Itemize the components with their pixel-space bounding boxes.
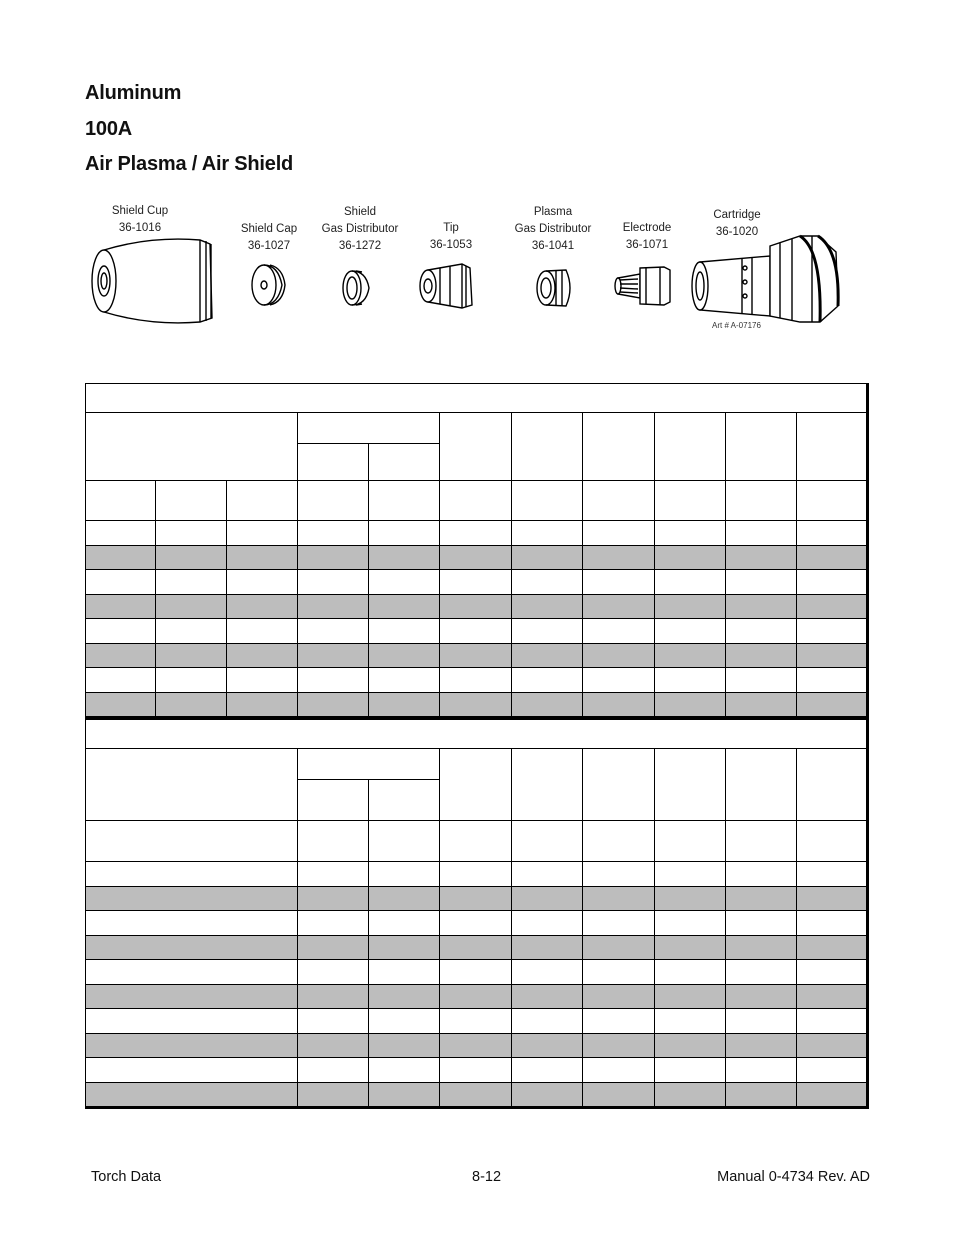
shield-cap-icon — [252, 265, 285, 305]
table-cell — [583, 887, 655, 912]
table-cell — [512, 668, 583, 693]
header-cell — [797, 749, 869, 821]
table-cell — [726, 960, 797, 985]
table-cell — [797, 595, 869, 620]
table-cell — [797, 644, 869, 669]
table-cell — [655, 644, 726, 669]
table-cell — [726, 887, 797, 912]
units-cell — [583, 821, 655, 862]
table-cell — [298, 960, 369, 985]
table-cell — [369, 1009, 440, 1034]
table-cell — [298, 595, 369, 620]
table-cell — [85, 862, 298, 887]
table-cell — [655, 619, 726, 644]
table-cell — [512, 570, 583, 595]
table-cell — [440, 521, 512, 546]
cut-chart-table-top — [85, 383, 869, 719]
table-cell — [797, 985, 869, 1010]
table-cell — [85, 644, 156, 669]
table-cell — [156, 619, 227, 644]
table-cell — [797, 1058, 869, 1083]
table-cell — [369, 619, 440, 644]
table-cell — [726, 619, 797, 644]
electrode-icon — [615, 267, 670, 305]
table-cell — [583, 936, 655, 961]
units-cell — [298, 821, 369, 862]
table-cell — [369, 911, 440, 936]
table-cell — [369, 1083, 440, 1108]
table-cell — [512, 862, 583, 887]
table-cell — [298, 862, 369, 887]
table-cell — [156, 521, 227, 546]
table-cell — [440, 693, 512, 718]
table-cell — [227, 644, 298, 669]
footer-section: Torch Data — [91, 1169, 162, 1185]
table-cell — [85, 521, 156, 546]
table-cell — [726, 1058, 797, 1083]
table-cell — [227, 668, 298, 693]
cut-chart-table-bottom — [85, 719, 869, 1109]
table-cell — [156, 570, 227, 595]
table-cell — [440, 1034, 512, 1059]
table-cell — [512, 1009, 583, 1034]
table-cell — [726, 693, 797, 718]
header-cell — [85, 413, 298, 481]
table-cell — [726, 644, 797, 669]
table-title-row — [85, 719, 869, 749]
material-heading: Aluminum — [85, 82, 182, 104]
table-cell — [655, 546, 726, 571]
table-cell — [85, 668, 156, 693]
table-cell — [440, 1058, 512, 1083]
units-cell — [369, 821, 440, 862]
table-cell — [726, 546, 797, 571]
table-cell — [726, 1083, 797, 1108]
part-label-shield-cup: Shield Cup 36-1016 — [111, 205, 169, 234]
table-cell — [440, 546, 512, 571]
table-cell — [726, 570, 797, 595]
table-cell — [797, 960, 869, 985]
table-cell — [655, 521, 726, 546]
header-cell — [797, 413, 869, 481]
table-cell — [369, 570, 440, 595]
table-cell — [156, 546, 227, 571]
header-cell — [369, 780, 440, 821]
table-cell — [369, 985, 440, 1010]
table-cell — [85, 693, 156, 718]
units-cell — [440, 821, 512, 862]
table-cell — [369, 960, 440, 985]
table-cell — [369, 862, 440, 887]
table-cell — [583, 693, 655, 718]
units-cell — [85, 481, 156, 521]
table-cell — [227, 570, 298, 595]
table-cell — [655, 985, 726, 1010]
table-cell — [726, 862, 797, 887]
table-cell — [440, 668, 512, 693]
table-cell — [440, 985, 512, 1010]
table-cell — [440, 1009, 512, 1034]
table-cell — [583, 1034, 655, 1059]
table-cell — [583, 1083, 655, 1108]
table-cell — [369, 887, 440, 912]
table-cell — [583, 911, 655, 936]
table-cell — [85, 911, 298, 936]
table-cell — [440, 960, 512, 985]
header-cell — [655, 413, 726, 481]
header-cell — [655, 749, 726, 821]
table-cell — [85, 619, 156, 644]
table-title-row — [85, 383, 869, 413]
table-cell — [227, 521, 298, 546]
table-cell — [85, 1058, 298, 1083]
table-cell — [655, 668, 726, 693]
units-cell — [797, 821, 869, 862]
header-cell — [440, 413, 512, 481]
table-cell — [797, 911, 869, 936]
units-cell — [655, 821, 726, 862]
part-label-tip: Tip 36-1053 — [429, 222, 473, 251]
tip-icon — [420, 264, 472, 308]
header-cell — [726, 749, 797, 821]
shield-cup-icon — [92, 239, 212, 323]
table-cell — [85, 1034, 298, 1059]
table-cell — [298, 1083, 369, 1108]
table-cell — [298, 521, 369, 546]
table-cell — [726, 1034, 797, 1059]
units-cell — [512, 481, 583, 521]
shield-gas-distributor-icon — [343, 271, 369, 305]
process-heading: Air Plasma / Air Shield — [85, 153, 294, 175]
table-cell — [797, 1034, 869, 1059]
table-cell — [298, 668, 369, 693]
page-number: 8-12 — [472, 1169, 502, 1185]
table-cell — [298, 644, 369, 669]
table-cell — [512, 1034, 583, 1059]
table-cell — [369, 521, 440, 546]
table-cell — [227, 693, 298, 718]
table-cell — [227, 619, 298, 644]
table-cell — [298, 570, 369, 595]
part-label-electrode: Electrode 36-1071 — [622, 222, 672, 251]
table-cell — [512, 521, 583, 546]
table-cell — [797, 693, 869, 718]
table-cell — [655, 1058, 726, 1083]
table-cell — [512, 595, 583, 620]
table-cell — [583, 595, 655, 620]
table-cell — [797, 887, 869, 912]
table-cell — [726, 1009, 797, 1034]
table-cell — [298, 887, 369, 912]
table-cell — [583, 668, 655, 693]
table-cell — [298, 1009, 369, 1034]
header-cell — [512, 413, 583, 481]
table-cell — [655, 887, 726, 912]
table-cell — [369, 936, 440, 961]
table-cell — [797, 668, 869, 693]
table-cell — [655, 936, 726, 961]
table-cell — [655, 1034, 726, 1059]
table-cell — [512, 1083, 583, 1108]
table-cell — [298, 911, 369, 936]
table-cell — [726, 668, 797, 693]
table-cell — [85, 936, 298, 961]
units-cell — [156, 481, 227, 521]
header-cell — [298, 749, 440, 780]
header-cell — [85, 749, 298, 821]
table-cell — [156, 595, 227, 620]
table-cell — [726, 521, 797, 546]
table-cell — [512, 887, 583, 912]
manual-revision: Manual 0-4734 Rev. AD — [717, 1169, 870, 1185]
table-cell — [797, 936, 869, 961]
table-cell — [369, 644, 440, 669]
table-cell — [369, 595, 440, 620]
table-cell — [440, 862, 512, 887]
table-cell — [797, 546, 869, 571]
table-cell — [156, 693, 227, 718]
table-cell — [512, 693, 583, 718]
table-cell — [369, 546, 440, 571]
table-cell — [583, 862, 655, 887]
part-label-shield-gas-distributor: Shield Gas Distributor 36-1272 — [321, 206, 399, 252]
table-cell — [512, 985, 583, 1010]
table-cell — [85, 1083, 298, 1108]
table-cell — [227, 546, 298, 571]
table-cell — [655, 570, 726, 595]
table-cell — [583, 960, 655, 985]
table-cell — [369, 693, 440, 718]
units-cell — [583, 481, 655, 521]
table-cell — [512, 619, 583, 644]
table-cell — [440, 595, 512, 620]
plasma-gas-distributor-icon — [537, 270, 570, 306]
table-cell — [85, 985, 298, 1010]
part-label-shield-cap: Shield Cap 36-1027 — [240, 223, 298, 252]
table-cell — [726, 595, 797, 620]
header-cell — [440, 749, 512, 821]
table-cell — [85, 887, 298, 912]
table-cell — [512, 644, 583, 669]
table-cell — [156, 644, 227, 669]
header-cell — [583, 749, 655, 821]
table-cell — [797, 521, 869, 546]
table-cell — [298, 985, 369, 1010]
table-cell — [512, 960, 583, 985]
table-cell — [440, 644, 512, 669]
table-cell — [512, 1058, 583, 1083]
header-cell — [726, 413, 797, 481]
table-cell — [85, 960, 298, 985]
table-cell — [797, 1009, 869, 1034]
part-label-plasma-gas-distributor: Plasma Gas Distributor 36-1041 — [514, 206, 592, 252]
part-label-cartridge: Cartridge 36-1020 — [713, 209, 761, 238]
units-cell — [440, 481, 512, 521]
units-cell — [655, 481, 726, 521]
table-cell — [726, 911, 797, 936]
table-cell — [797, 619, 869, 644]
table-cell — [156, 668, 227, 693]
units-cell — [726, 481, 797, 521]
table-cell — [85, 595, 156, 620]
units-cell — [726, 821, 797, 862]
table-cell — [655, 693, 726, 718]
table-cell — [512, 911, 583, 936]
table-cell — [440, 570, 512, 595]
table-cell — [583, 570, 655, 595]
header-cell — [298, 444, 369, 481]
table-cell — [583, 619, 655, 644]
units-cell — [85, 821, 298, 862]
table-cell — [85, 546, 156, 571]
table-cell — [655, 1083, 726, 1108]
table-cell — [583, 985, 655, 1010]
table-cell — [369, 668, 440, 693]
table-cell — [227, 595, 298, 620]
table-cell — [583, 521, 655, 546]
table-cell — [583, 1009, 655, 1034]
table-cell — [440, 887, 512, 912]
table-cell — [655, 862, 726, 887]
table-cell — [440, 936, 512, 961]
table-cell — [298, 1058, 369, 1083]
art-number: Art # A-07176 — [712, 321, 761, 330]
table-cell — [298, 1034, 369, 1059]
units-cell — [369, 481, 440, 521]
table-cell — [298, 936, 369, 961]
table-cell — [583, 644, 655, 669]
table-cell — [298, 546, 369, 571]
table-cell — [512, 546, 583, 571]
cartridge-icon — [692, 236, 838, 322]
table-cell — [797, 570, 869, 595]
header-cell — [583, 413, 655, 481]
table-cell — [726, 936, 797, 961]
header-cell — [298, 780, 369, 821]
table-cell — [512, 936, 583, 961]
units-cell — [227, 481, 298, 521]
header-cell — [512, 749, 583, 821]
table-cell — [440, 1083, 512, 1108]
table-cell — [797, 862, 869, 887]
parts-illustration — [0, 0, 954, 360]
header-cell — [298, 413, 440, 444]
table-cell — [85, 1009, 298, 1034]
units-cell — [797, 481, 869, 521]
header-cell — [369, 444, 440, 481]
table-cell — [369, 1058, 440, 1083]
table-cell — [583, 546, 655, 571]
table-cell — [655, 1009, 726, 1034]
table-cell — [298, 693, 369, 718]
table-cell — [369, 1034, 440, 1059]
table-cell — [440, 911, 512, 936]
table-cell — [298, 619, 369, 644]
units-cell — [512, 821, 583, 862]
table-cell — [655, 911, 726, 936]
amperage-heading: 100A — [85, 118, 133, 140]
units-cell — [298, 481, 369, 521]
table-cell — [797, 1083, 869, 1108]
table-cell — [583, 1058, 655, 1083]
table-cell — [655, 595, 726, 620]
table-cell — [655, 960, 726, 985]
table-cell — [726, 985, 797, 1010]
table-cell — [85, 570, 156, 595]
table-cell — [440, 619, 512, 644]
